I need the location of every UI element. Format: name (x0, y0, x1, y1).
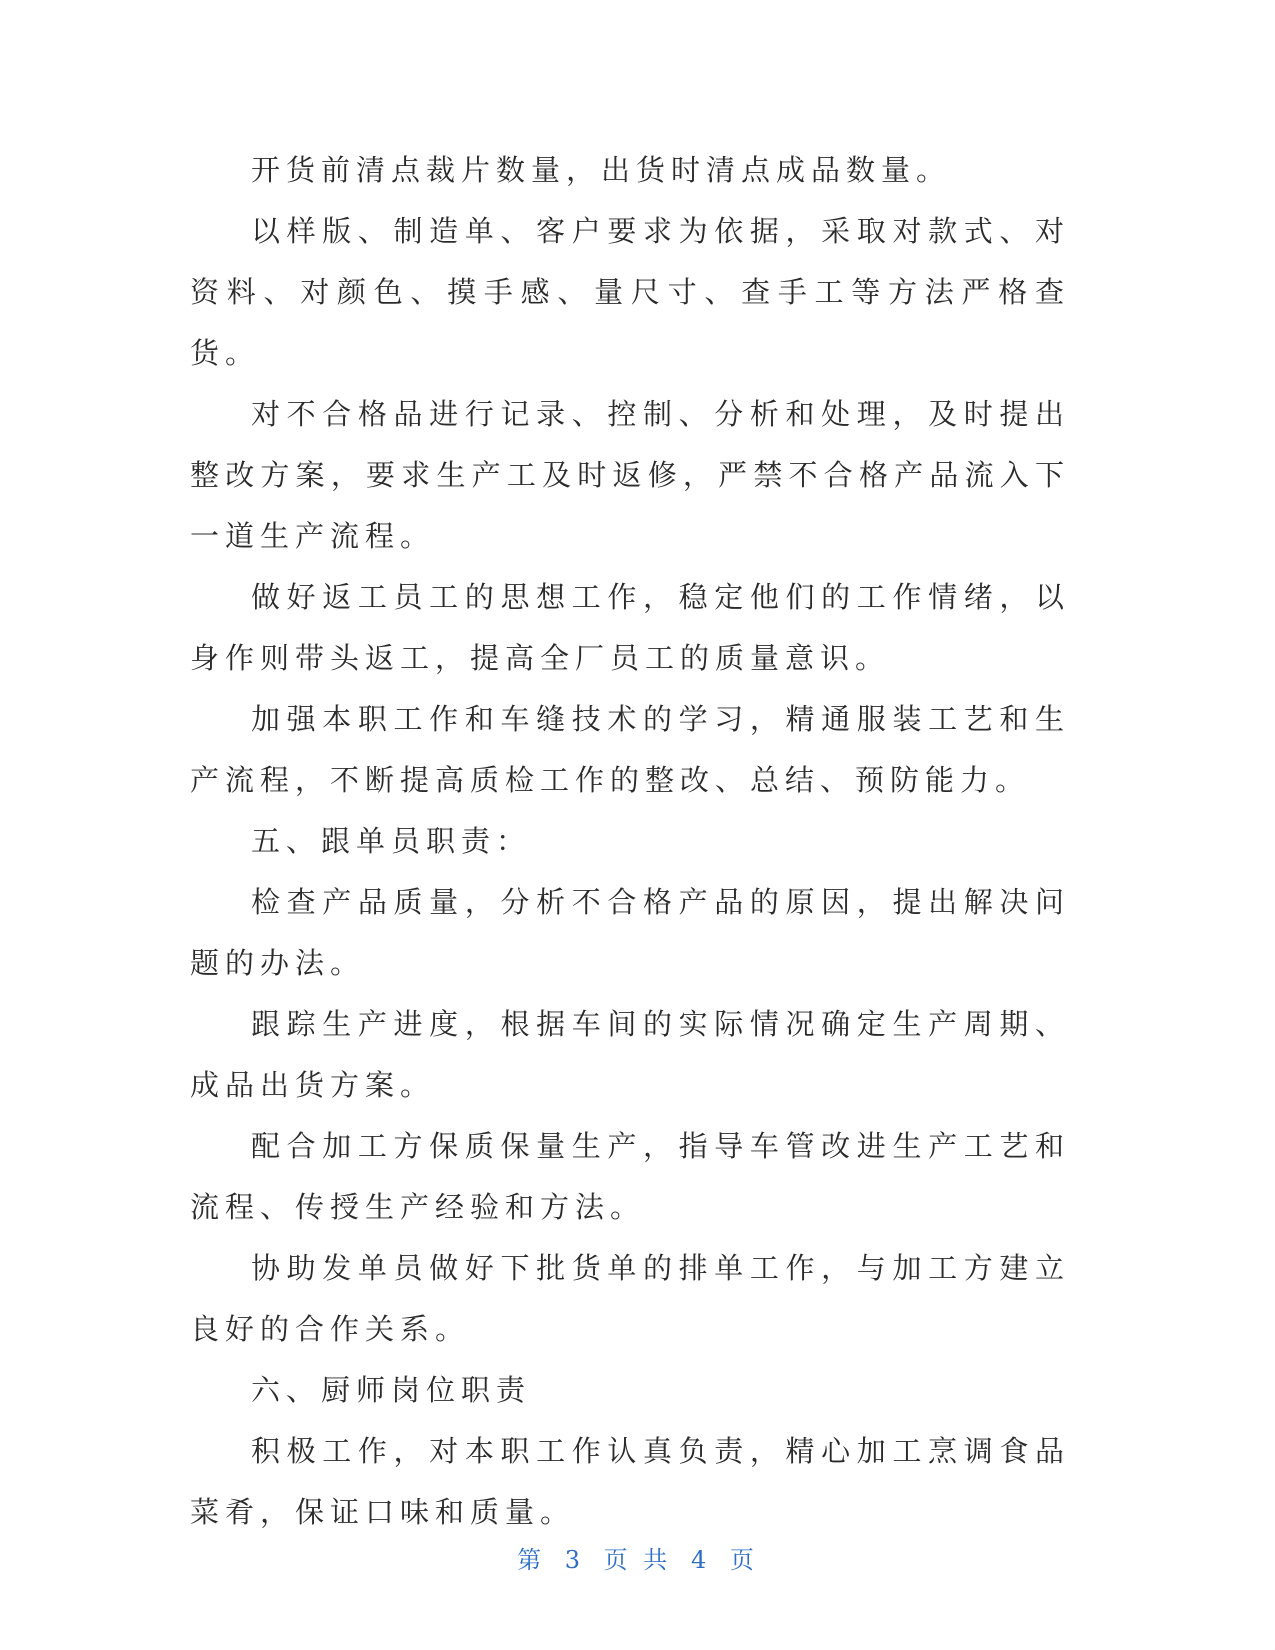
footer-prefix: 第 (517, 1546, 546, 1574)
paragraph-progress-tracking: 跟踪生产进度，根据车间的实际情况确定生产周期、成品出货方案。 (190, 1007, 1070, 1102)
total-pages-number: 4 (690, 1546, 711, 1574)
paragraph-inspection-basis: 以样版、制造单、客户要求为依据，采取对款式、对资料、对颜色、摸手感、量尺寸、查手工等方法严格查货。 (190, 214, 1070, 370)
paragraph-rework-staff: 做好返工员工的思想工作，稳定他们的工作情绪，以身作则带头返工，提高全厂员工的质量意识。 (190, 580, 1070, 675)
section-heading-merchandiser: 五、跟单员职责： (251, 824, 532, 858)
current-page-number: 3 (564, 1546, 585, 1574)
paragraph-nonconforming-handling: 对不合格品进行记录、控制、分析和处理，及时提出整改方案，要求生产工及时返修，严禁不合格产品流入下一道生产流程。 (190, 397, 1070, 553)
paragraph-chef-duties: 积极工作，对本职工作认真负责，精心加工烹调食品菜肴，保证口味和质量。 (190, 1434, 1070, 1529)
footer-suffix: 页 (729, 1546, 758, 1574)
paragraph-order-scheduling: 协助发单员做好下批货单的排单工作，与加工方建立良好的合作关系。 (190, 1251, 1070, 1346)
paragraph-quality-check: 检查产品质量，分析不合格产品的原因，提出解决问题的办法。 (190, 885, 1070, 980)
footer-middle: 页 共 (603, 1546, 672, 1574)
page-footer (0, 1540, 1275, 1575)
paragraph-skill-learning: 加强本职工作和车缝技术的学习，精通服装工艺和生产流程，不断提高质检工作的整改、总结、预防能力。 (190, 702, 1070, 797)
document-body (190, 140, 1070, 1543)
paragraph-count-check: 开货前清点裁片数量，出货时清点成品数量。 (251, 153, 952, 187)
paragraph-production-cooperation: 配合加工方保质保量生产，指导车管改进生产工艺和流程、传授生产经验和方法。 (190, 1129, 1070, 1224)
section-heading-chef: 六、厨师岗位职责 (251, 1373, 532, 1407)
